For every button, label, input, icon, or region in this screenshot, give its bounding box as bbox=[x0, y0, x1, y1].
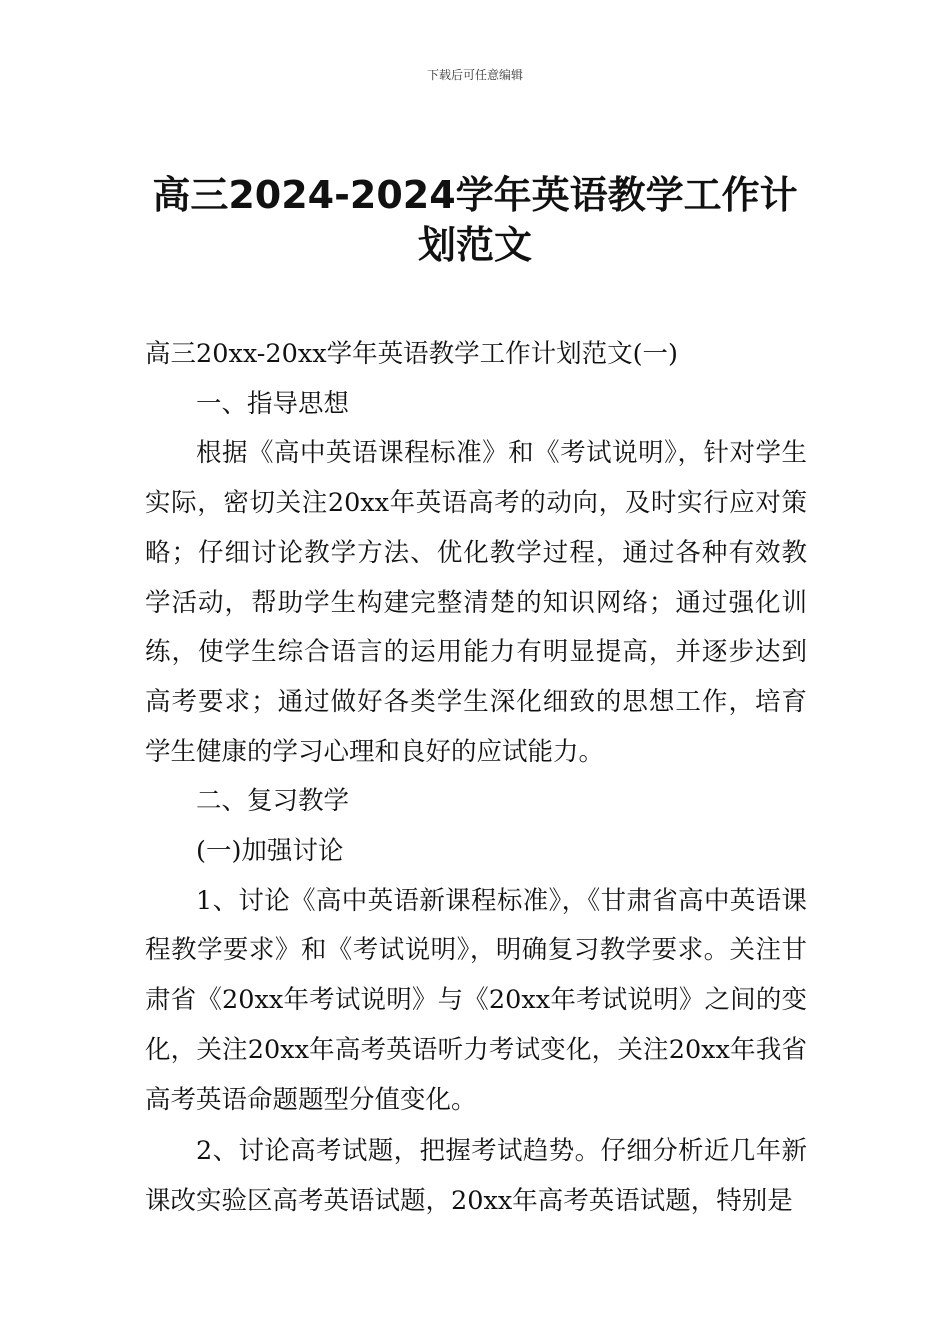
section-heading-review-teaching: 二、复习教学 bbox=[196, 786, 350, 817]
document-body bbox=[145, 330, 807, 1227]
document-title: 高三2024-2024学年英语教学工作计划范文 bbox=[152, 173, 798, 267]
paragraph-guiding-thought: 根据《高中英语课程标准》和《考试说明》，针对学生实际，密切关注20xx年英语高考的动向，及时实行应对策略；仔细讨论教学方法、优化教学过程，通过各种有效教学活动，帮助学生构建完整清楚的知识网络；通过强化训练，使学生综合语言的运用能力有明显提高，并逐步达到高考要求；通过做好各类学生深化细致的思想工作，培育学生健康的学习心理和良好的应试能力。 bbox=[145, 438, 807, 767]
subheading-strengthen-research: (一)加强讨论 bbox=[196, 836, 344, 867]
paragraph-research-exams: 2、讨论高考试题，把握考试趋势。仔细分析近几年新课改实验区高考英语试题，20xx年高考英语试题，特别是 bbox=[145, 1136, 807, 1216]
plan-subtitle: 高三20xx-20xx学年英语教学工作计划范文(一) bbox=[145, 339, 678, 369]
header-note: 下载后可任意编辑 bbox=[426, 68, 523, 82]
section-heading-guiding-thought: 一、指导思想 bbox=[196, 388, 350, 419]
paragraph-research-standards: 1、讨论《高中英语新课程标准》，《甘肃省高中英语课程教学要求》和《考试说明》，明确复习教学要求。关注甘肃省《20xx年考试说明》与《20xx年考试说明》之间的变化，关注20xx年高考英语听力考试变化，关注20xx年我省高考英语命题题型分值变化。 bbox=[145, 885, 807, 1115]
